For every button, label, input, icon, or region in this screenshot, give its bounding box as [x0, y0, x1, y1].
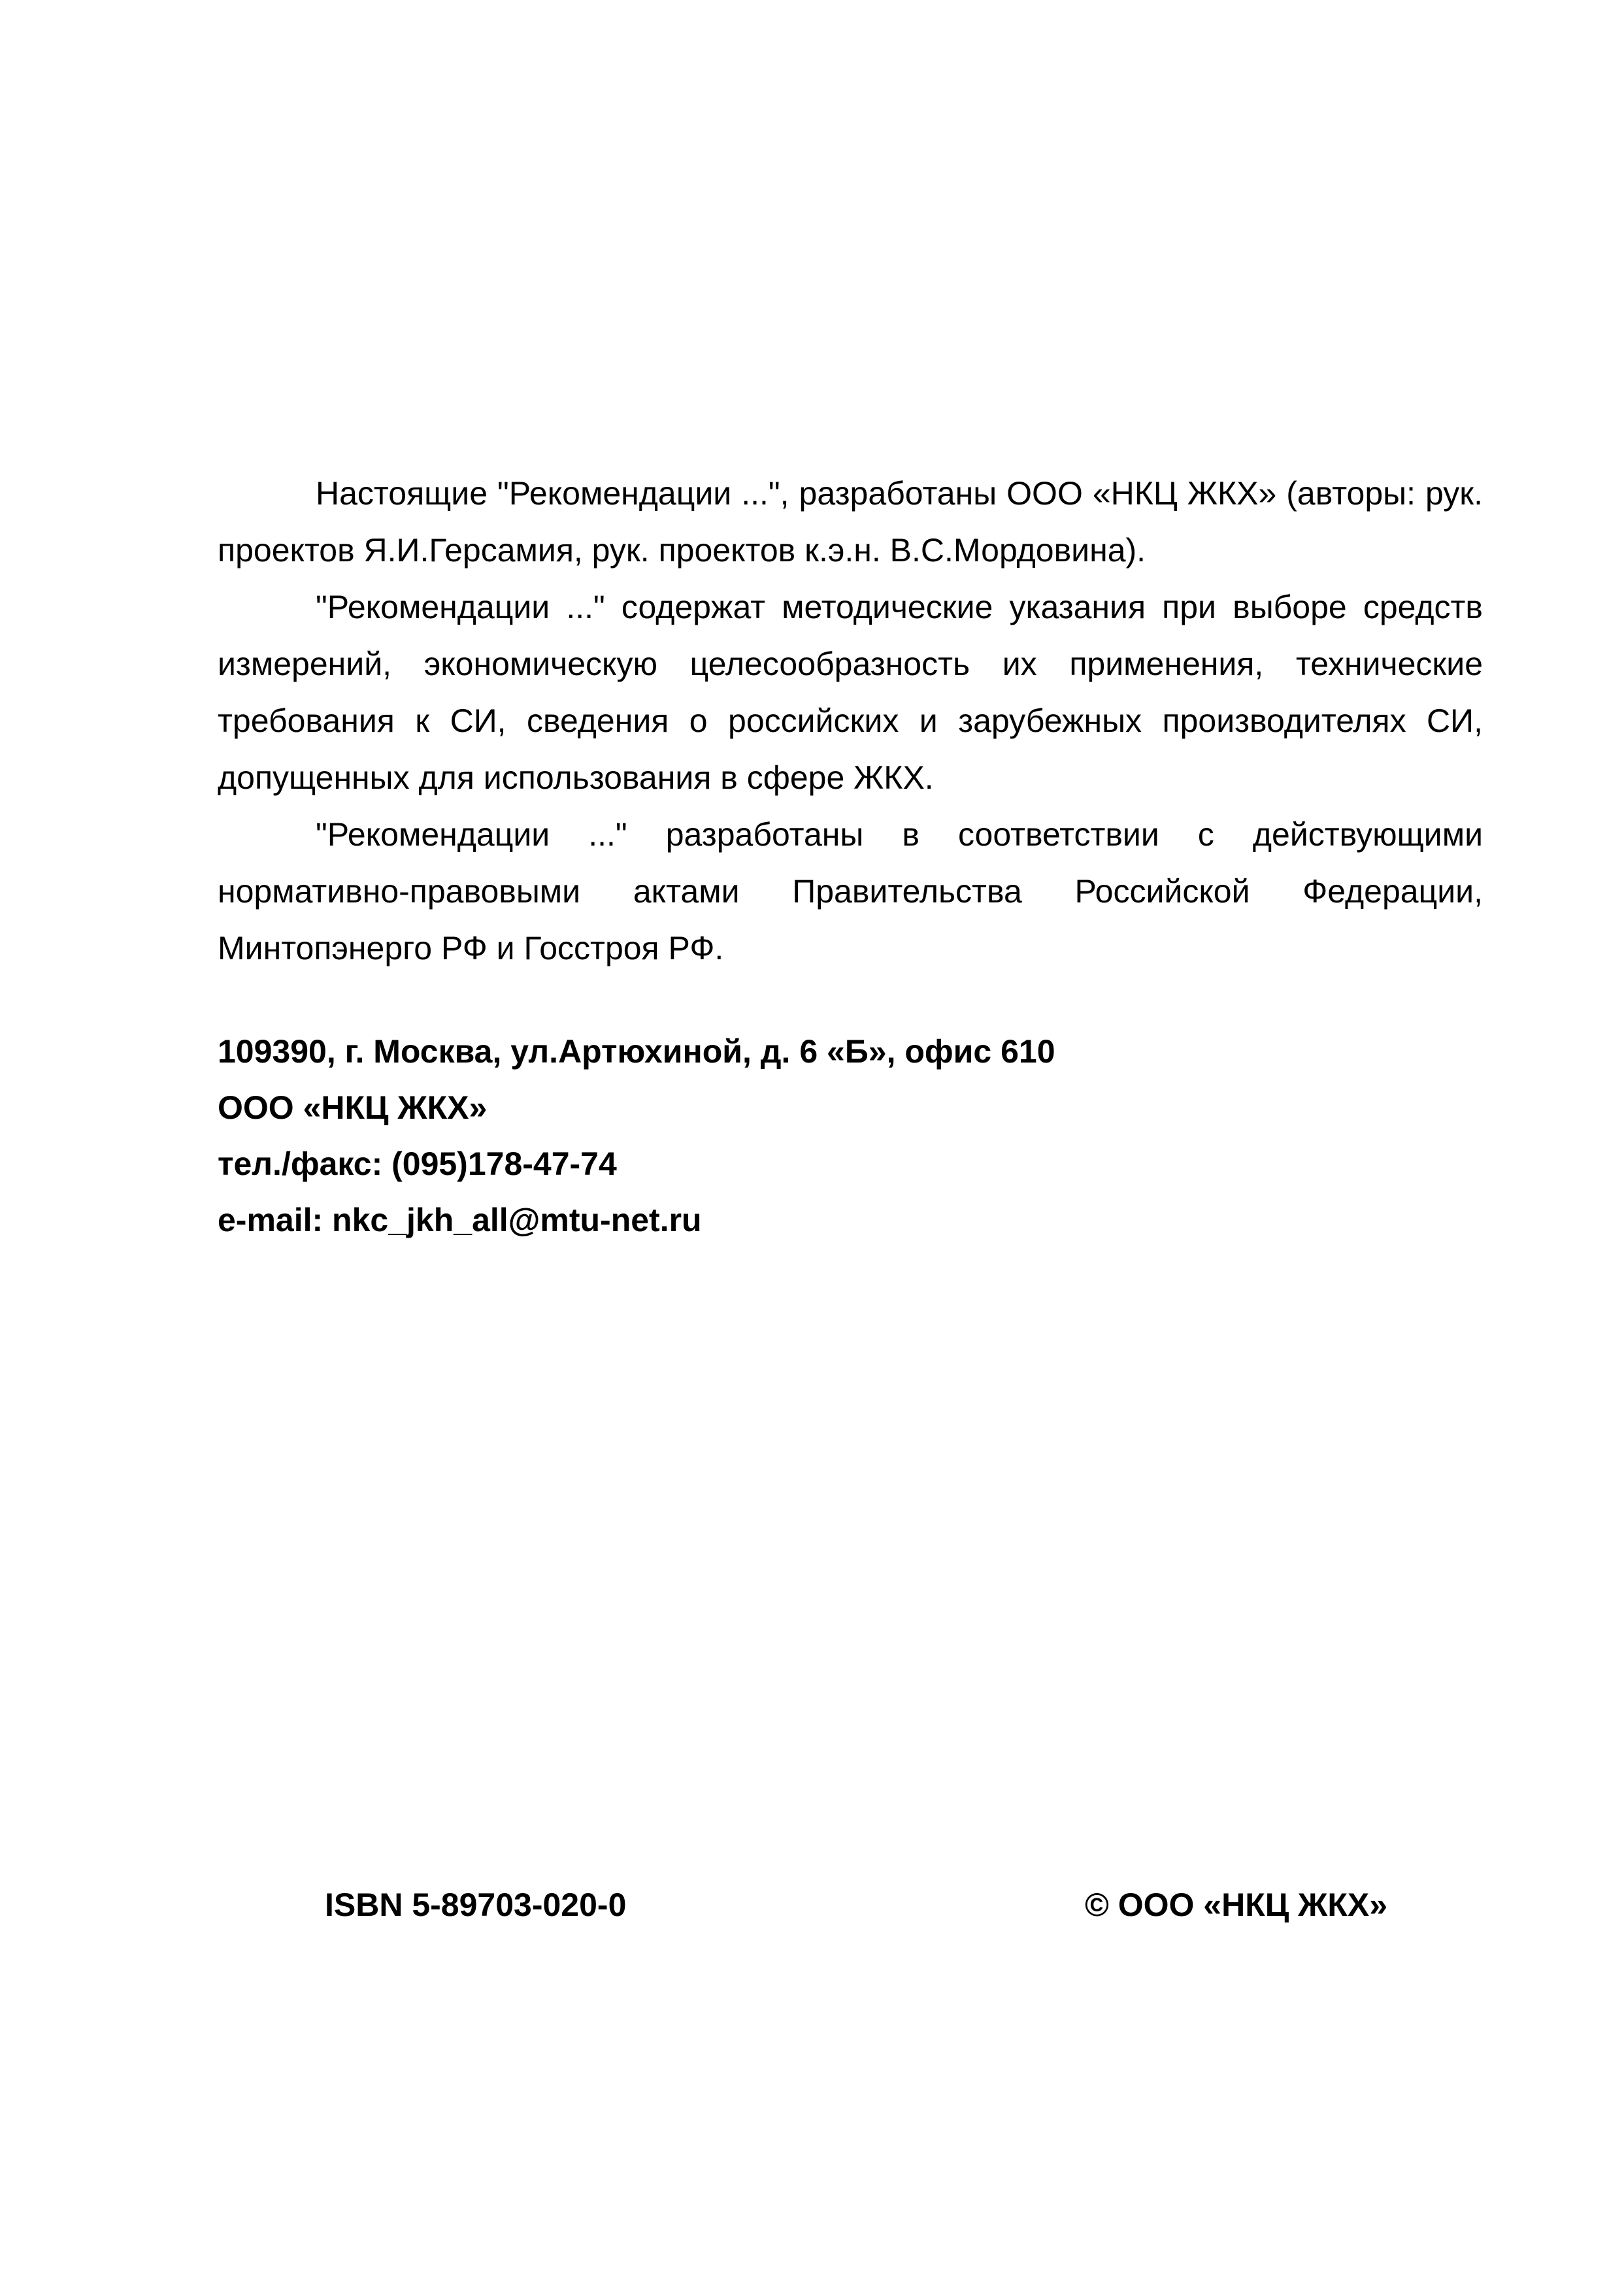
contact-email: e-mail: nkc_jkh_all@mtu-net.ru	[218, 1202, 702, 1238]
contact-phone-fax: тел./факс: (095)178-47-74	[218, 1146, 617, 1182]
paragraph-authors: Настоящие "Рекомендации ...", разработаны ООО «НКЦ ЖКХ» (авторы: рук. проектов Я.И.Герсамия, рук. проектов к.э.н. В.С.Мордовина).	[218, 475, 1483, 569]
copyright-label: © ООО «НКЦ ЖКХ»	[1085, 1887, 1388, 1923]
contact-organization: ООО «НКЦ ЖКХ»	[218, 1089, 488, 1126]
contact-block	[218, 1023, 1055, 1248]
contact-address: 109390, г. Москва, ул.Артюхиной, д. 6 «Б», офис 610	[218, 1033, 1055, 1070]
isbn-label: ISBN 5-89703-020-0	[325, 1887, 627, 1923]
paragraph-compliance: "Рекомендации ..." разработаны в соответствии с действующими нормативно-правовыми актами Правительства Российской Федерации, Минтопэнерго РФ и Госстроя РФ.	[218, 816, 1483, 966]
body-text	[218, 465, 1483, 977]
paragraph-contents: "Рекомендации ..." содержат методические указания при выборе средств измерений, экономическую целесообразность их применения, технические требования к СИ, сведения о российских и зарубежных производителях СИ, допущенных для использования в сфере ЖКХ.	[218, 589, 1483, 796]
